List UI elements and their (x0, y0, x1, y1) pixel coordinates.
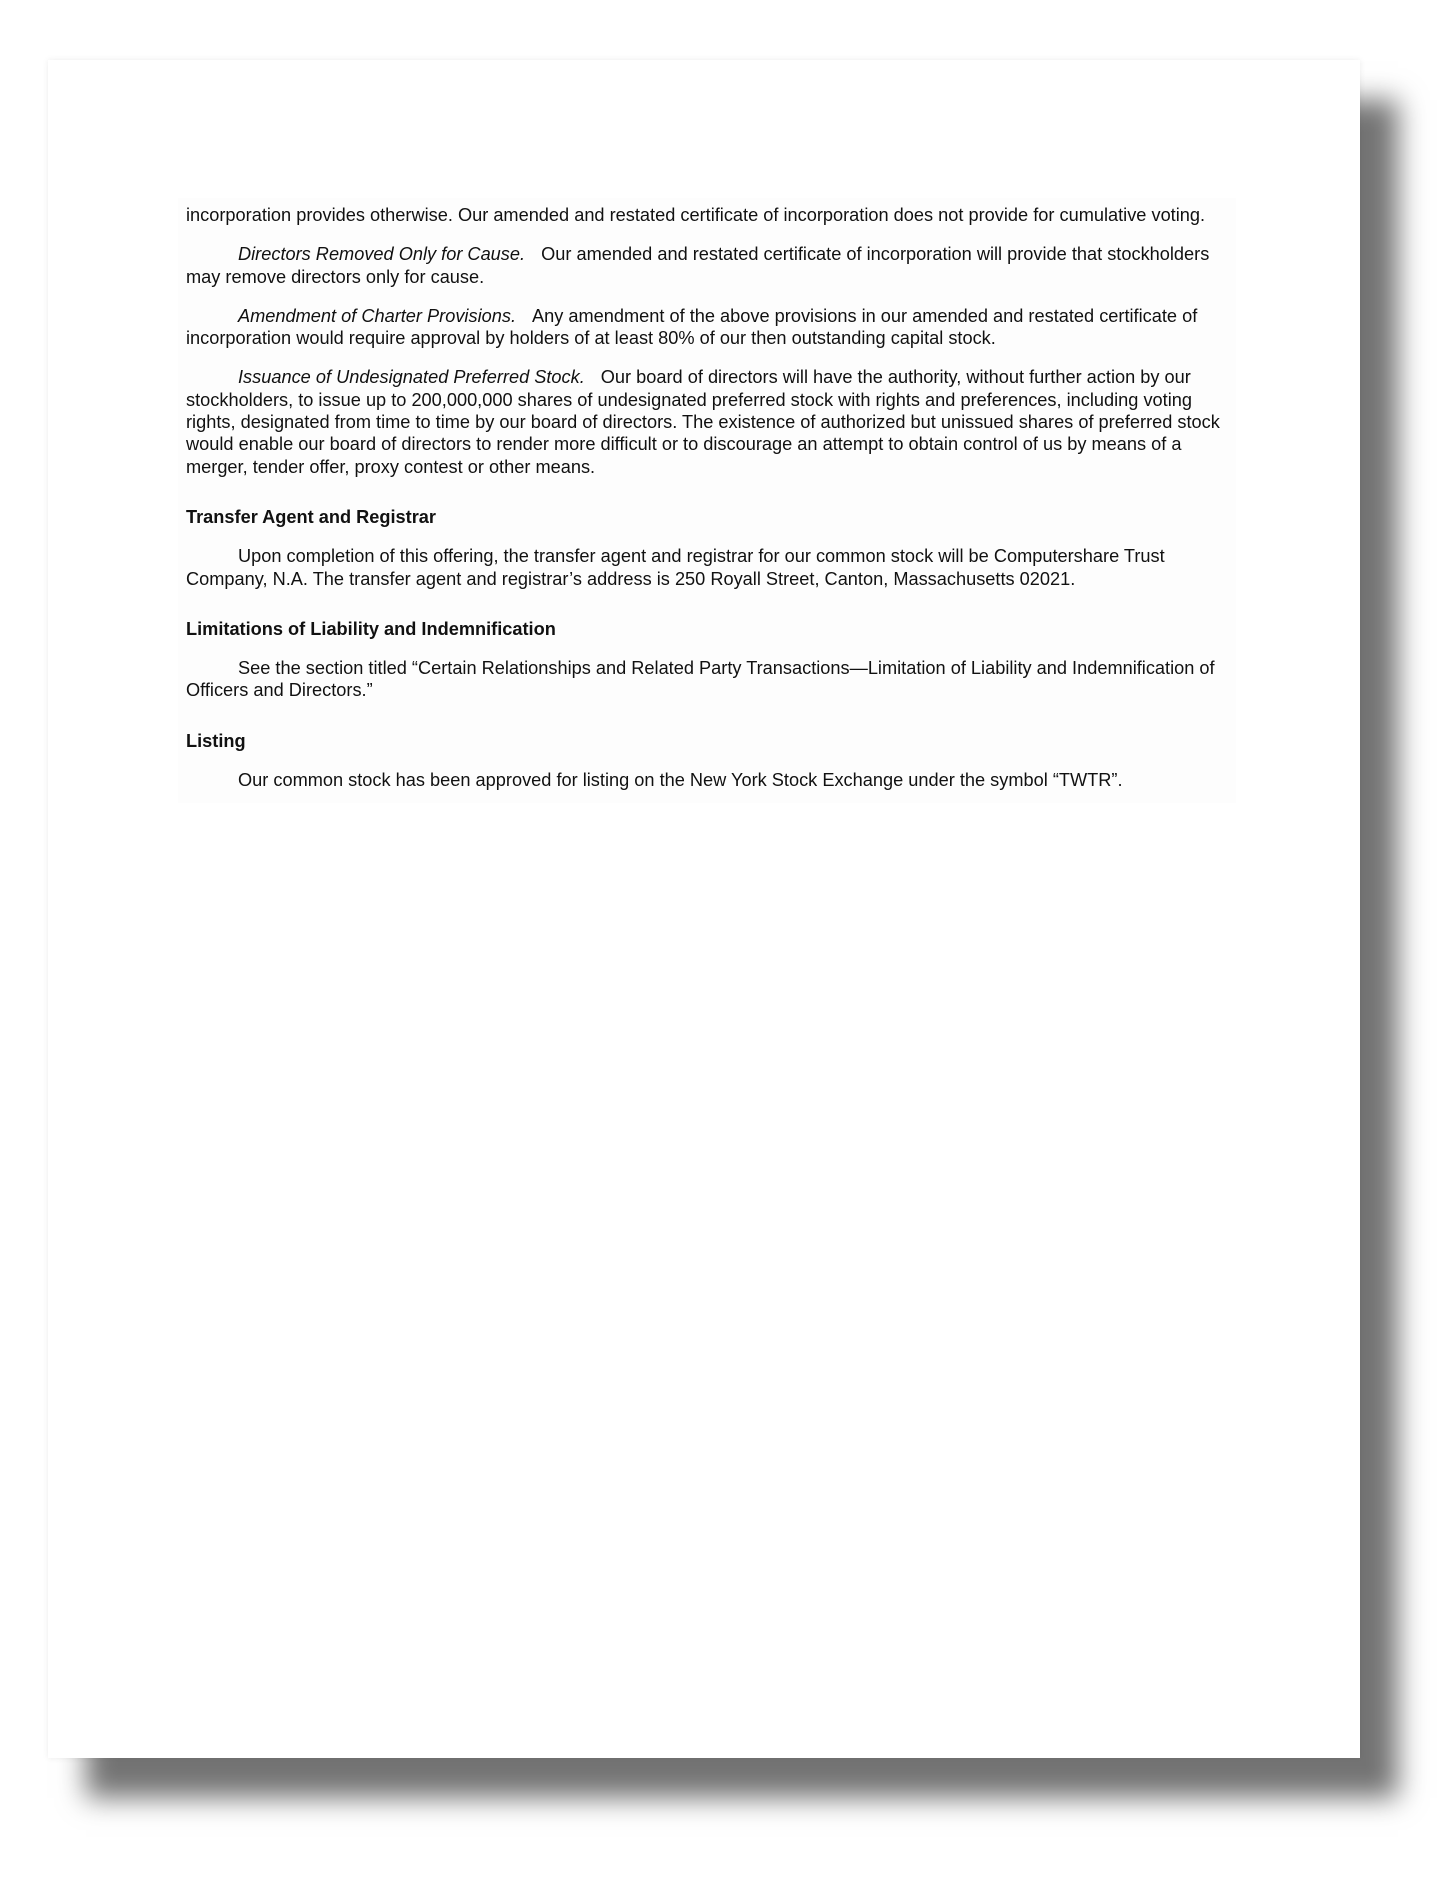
section-heading-liability: Limitations of Liability and Indemnification (186, 618, 556, 639)
paragraph-text: Our common stock has been approved for listing on the New York Stock Exchange under the symbol “TWTR”. (238, 770, 1123, 791)
paragraph-listing (186, 769, 1228, 791)
paragraph-preferred-stock (186, 366, 1228, 477)
paragraph-text: See the section titled “Certain Relationships and Related Party Transactions—Limitation of Liability and Indemnification of Officers and Directors.” (186, 658, 1215, 701)
paragraph-lead-title: Issuance of Undesignated Preferred Stock. (238, 367, 585, 388)
document-page (48, 60, 1360, 1758)
page-content (178, 198, 1236, 803)
paragraph-text: Our board of directors will have the authority, without further action by our stockholders, to issue up to 200,000,000 shares of undesignated preferred stock with rights and preferences, including voting rights, designated from time to time by our board of directors. The existence of authorized but unissued shares of preferred stock would enable our board of directors to render more difficult or to discourage an attempt to obtain control of us by means of a merger, tender offer, proxy contest or other means. (186, 367, 1220, 477)
paragraph-lead-title: Directors Removed Only for Cause. (238, 244, 526, 265)
paragraph-transfer-agent (186, 545, 1228, 590)
section-heading-listing: Listing (186, 730, 246, 751)
lead-title-text: Issuance of Undesignated Preferred Stock (238, 367, 580, 388)
paragraph-text: Any amendment of the above provisions in our amended and restated certificate of incorporation would require approval by holders of at least 80% of our then outstanding capital stock. (186, 305, 1198, 349)
lead-title-text: Amendment of Charter Provisions (238, 305, 511, 326)
paragraph-text: Our amended and restated certificate of incorporation will provide that stockholders may remove directors only for cause. (186, 244, 1210, 287)
paragraph-cumulative-voting (186, 204, 1228, 226)
paragraph-text: incorporation provides otherwise. Our amended and restated certificate of incorporation does not provide for cumulative voting. (186, 205, 1206, 225)
section-heading-transfer-agent: Transfer Agent and Registrar (186, 506, 436, 527)
paragraph-amendment-charter (186, 305, 1228, 350)
paragraph-text: Upon completion of this offering, the transfer agent and registrar for our common stock will be Computershare Trust Company, N.A. The transfer agent and registrar’s address is 250 Royall Street, Canton, Massachusetts 02021. (186, 546, 1165, 589)
paragraph-directors-removed (186, 243, 1228, 288)
paragraph-lead-title: Amendment of Charter Provisions. (238, 305, 516, 326)
paragraph-liability (186, 657, 1228, 702)
lead-title-text: Directors Removed Only for Cause (238, 244, 521, 265)
